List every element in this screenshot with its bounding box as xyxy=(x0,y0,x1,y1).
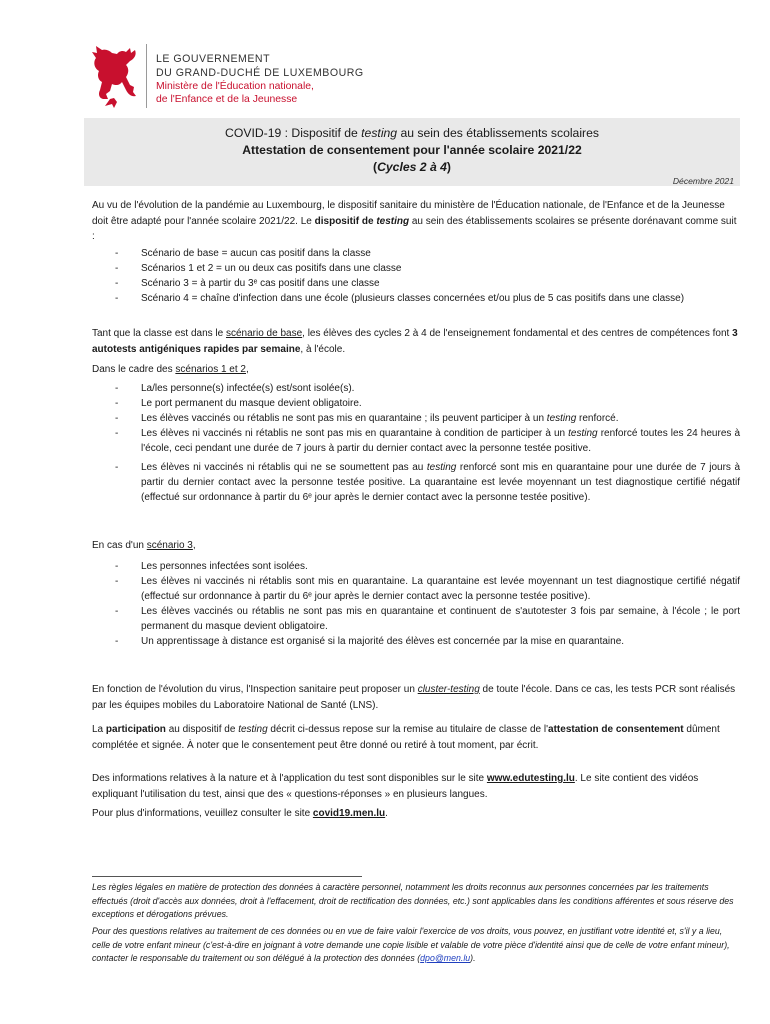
luxembourg-lion-logo xyxy=(90,44,140,110)
list-item: - Les élèves ni vaccinés ni rétablis ne sont pas mis en quarantaine à condition de participer à un testing renforcé toutes les 24 heures à l'école, ceci pendant une durée de 7 jours à partir du dernier contact avec la personne testée positive. xyxy=(115,428,741,454)
footer-contact-note: Pour des questions relatives au traitement de ces données ou en vue de faire valoir l'exercice de vos droits, vous pouvez, en justifiant votre identité et, s'il y a lieu, celle de votre enfant mineur (c'est-à-dire en joignant à votre demande une copie lisible et valable de votre pièce d'identité ainsi que de celle de votre enfant mineur), contacter le responsable du traitement ou son délégué à la protection des données (dpo@men.lu). xyxy=(92,926,730,964)
footer-legal-note: Les règles légales en matière de protection des données à caractère personnel, notamment les droits reconnus aux personnes concernées par les traitements effectués (droit d'accès aux données, droit à l'effacement, droit de rectification des données, etc.) sont applicables dans les conditions afférentes et sous réserve des exceptions et dérogations prévues. xyxy=(92,882,734,920)
footer-divider xyxy=(92,876,362,877)
scenario-3-intro: En cas d'un scénario 3, xyxy=(92,540,196,551)
list-item: - Scénario 4 = chaîne d'infection dans une école (plusieurs classes concernées et/ou plus de 5 cas positifs dans une classe) xyxy=(115,293,685,304)
scenario-1-2-list xyxy=(92,381,740,505)
participation-paragraph: La participation au dispositif de testing décrit ci-dessus repose sur la remise au titulaire de classe de l'attestation de consentement dûment complétée et signée. À noter que le consentement peut être donné ou retiré à tout moment, par écrit. xyxy=(92,724,720,751)
government-line-2: DU GRAND-DUCHÉ DE LUXEMBOURG xyxy=(156,67,364,79)
list-item: - Scénarios 1 et 2 = un ou deux cas positifs dans une classe xyxy=(115,263,402,274)
government-name xyxy=(156,52,364,80)
list-item: - Scénario 3 = à partir du 3ᵉ cas positif dans une classe xyxy=(115,278,380,289)
document-date: Décembre 2021 xyxy=(672,176,734,186)
evolution-paragraph: En fonction de l'évolution du virus, l'Inspection sanitaire peut proposer un cluster-testing de toute l'école. Dans ce cas, les tests PCR sont réalisés par les équipes mobiles du Laboratoire National de Santé (LNS). xyxy=(92,684,736,711)
list-item: - Scénario de base = aucun cas positif dans la classe xyxy=(115,248,371,259)
covid19-men-link[interactable]: covid19.men.lu xyxy=(312,808,386,819)
list-item: - Les élèves ni vaccinés ni rétablis qui ne se soumettent pas au testing renforcé sont mis en quarantaine pour une durée de 7 jours à partir du dernier contact avec la personne testée positive. La quarantaine est levée moyennant un test diagnostique certifié négatif (effectué sur ordonnance à partir du 6ᵉ jour après le dernier contact avec la personne testée positive). xyxy=(115,462,741,503)
title-line-2: Attestation de consentement pour l'année scolaire 2021/22 xyxy=(242,143,582,157)
scenario-1-2-intro: Dans le cadre des scénarios 1 et 2, xyxy=(92,364,249,375)
ministry-line-2: de l'Enfance et de la Jeunesse xyxy=(156,94,298,105)
government-line-1: LE GOUVERNEMENT xyxy=(156,53,271,65)
title-line-1: COVID-19 : Dispositif de testing au sein des établissements scolaires xyxy=(225,126,599,140)
list-item: - Les élèves vaccinés ou rétablis ne sont pas mis en quarantaine et continuent de s'autotester 3 fois par semaine, à l'école ; le port permanent du masque devient obligatoire. xyxy=(115,606,740,632)
edutesting-link[interactable]: www.edutesting.lu xyxy=(486,773,575,784)
list-item: - La/les personne(s) infectée(s) est/sont isolée(s). xyxy=(115,383,355,394)
dpo-email-link[interactable]: dpo@men.lu xyxy=(420,953,471,964)
list-item: - Les élèves vaccinés ou rétablis ne sont pas mis en quarantaine ; ils peuvent participer à un testing renforcé. xyxy=(115,413,619,424)
ministry-name xyxy=(156,80,314,106)
intro-paragraph: Au vu de l'évolution de la pandémie au Luxembourg, le dispositif sanitaire du ministère de l'Éducation nationale, de l'Enfance et de la Jeunesse doit être adapté pour l'année scolaire 2021/22. Le dispositif de testing au sein des établissements scolaires se présente dorénavant comme suit : xyxy=(92,200,737,242)
list-item: - Les élèves ni vaccinés ni rétablis sont mis en quarantaine. La quarantaine est levée moyennant un test diagnostique certifié négatif (effectué sur ordonnance à partir du 6ᵉ jour après le dernier contact avec la personne testée positive). xyxy=(115,576,740,602)
more-info-paragraph: Pour plus d'informations, veuillez consulter le site covid19.men.lu. xyxy=(92,808,388,819)
header-divider xyxy=(146,44,147,108)
base-scenario-paragraph: Tant que la classe est dans le scénario de base, les élèves des cycles 2 à 4 de l'enseignement fondamental et des centres de compétences font 3 autotests antigéniques rapides par semaine, à l'école. xyxy=(92,328,738,355)
list-item: - Le port permanent du masque devient obligatoire. xyxy=(115,398,362,409)
scenario-list xyxy=(92,246,740,306)
list-item: - Les personnes infectées sont isolées. xyxy=(115,561,308,572)
title-line-3: (Cycles 2 à 4) xyxy=(373,160,451,174)
scenario-3-list xyxy=(92,559,740,649)
info-paragraph: Des informations relatives à la nature et à l'application du test sont disponibles sur le site www.edutesting.lu. Le site contient des vidéos expliquant l'utilisation du test, ainsi que des « questions-réponses » en plusieurs langues. xyxy=(92,773,699,800)
ministry-line-1: Ministère de l'Éducation nationale, xyxy=(156,81,314,92)
list-item: - Un apprentissage à distance est organisé si la majorité des élèves est concernée par la mise en quarantaine. xyxy=(115,636,625,647)
title-box xyxy=(84,118,740,186)
cluster-testing-link[interactable]: cluster-testing xyxy=(417,684,480,695)
